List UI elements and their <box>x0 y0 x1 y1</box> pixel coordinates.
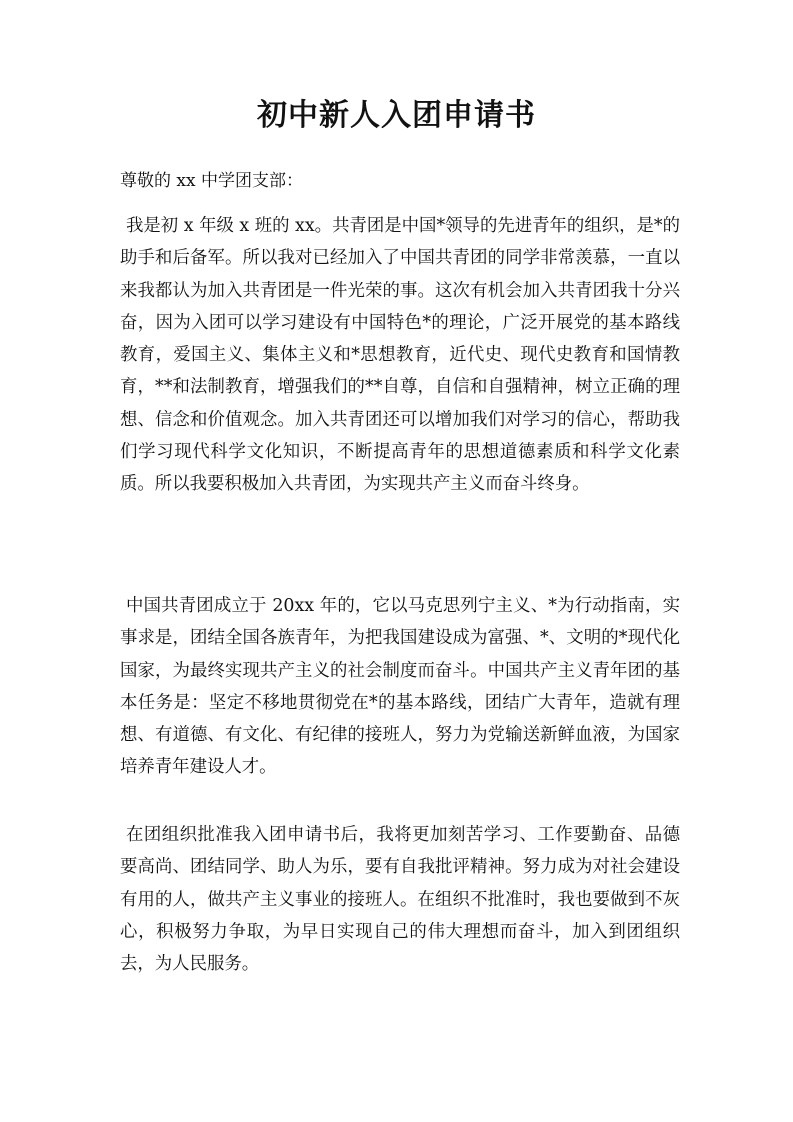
paragraph-3: 在团组织批准我入团申请书后，我将更加刻苦学习、工作要勤奋、品德要高尚、团结同学、助人为乐，要有自我批评精神。努力成为对社会建设有用的人，做共产主义事业的接班人。在组织不批准时，我也要做到不灰心，积极努力争取，为早日实现自己的伟大理想而奋斗，加入到团组织去，为人民服务。 <box>120 825 680 975</box>
paragraph-2: 中国共青团成立于 20xx 年的，它以马克思列宁主义、*为行动指南，实事求是，团结全国各族青年，为把我国建设成为富强、*、文明的*现代化国家，为最终实现共产主义的社会制度而奋斗。中国共产主义青年团的基本任务是：坚定不移地贯彻党在*的基本路线，团结广大青年，造就有理想、有道德、有文化、有纪律的接班人，努力为党输送新鲜血液，为国家培养青年建设人才。 <box>120 596 680 778</box>
document-title: 初中新人入团申请书 <box>257 98 536 133</box>
salutation: 尊敬的 xx 中学团支部： <box>120 171 303 191</box>
paragraph-1: 我是初 x 年级 x 班的 xx。共青团是中国*领导的先进青年的组织，是*的助手和后备军。所以我对已经加入了中国共青团的同学非常羡慕，一直以来我都认为加入共青团是一件光荣的事。这次有机会加入共青团我十分兴奋，因为入团可以学习建设有中国特色*的理论，广泛开展党的基本路线教育，爱国主义、集体主义和*思想教育，近代史、现代史教育和国情教育，**和法制教育，增强我们的**自尊，自信和自强精神，树立正确的理想、信念和价值观念。加入共青团还可以增加我们对学习的信心，帮助我们学习现代科学文化知识，不断提高青年的思想道德素质和科学文化素质。所以我要积极加入共青团，为实现共产主义而奋斗终身。 <box>120 216 680 495</box>
